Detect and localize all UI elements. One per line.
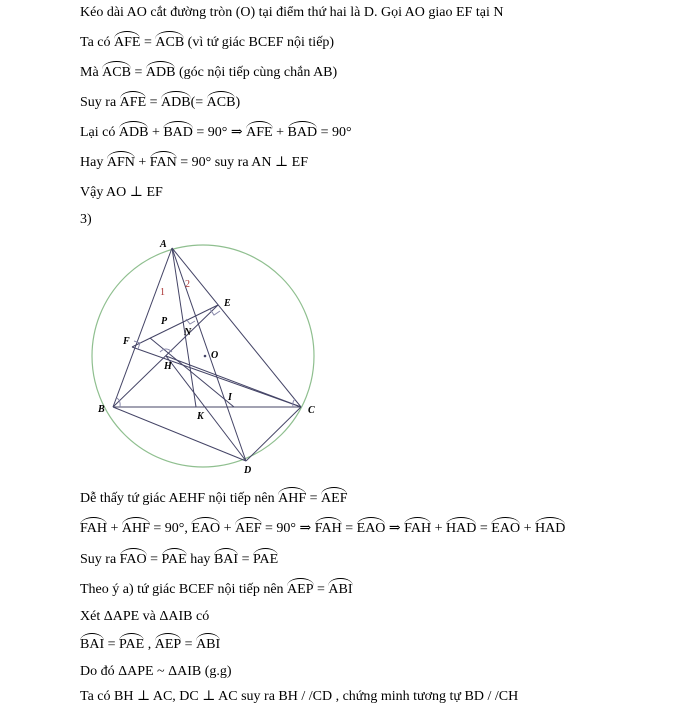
text-segment: Lại có — [80, 125, 119, 140]
text-segment: (= — [190, 95, 207, 110]
text-segment: , — [144, 637, 155, 652]
angle-notation: ACB — [102, 65, 131, 80]
line-12 — [80, 581, 353, 599]
angle-notation: ACB — [155, 35, 185, 50]
angle-notation: PAE — [119, 637, 145, 652]
text-segment: Vậy AO ⊥ EF — [80, 185, 163, 200]
text-segment: Ta có BH ⊥ AC, DC ⊥ AC suy ra BH / /CD , chứng minh tương tự BD / /CH — [80, 689, 519, 704]
angle-notation: AFE — [114, 35, 141, 50]
line-5 — [80, 124, 352, 142]
angle-notation: ADB — [118, 125, 149, 140]
text-segment: + — [272, 125, 288, 140]
label-H: H — [164, 361, 172, 372]
label-C: C — [308, 405, 315, 416]
angle-notation: AFE — [119, 95, 147, 110]
segment-EF — [132, 305, 218, 347]
text-segment: + — [431, 521, 447, 536]
text-segment: hay — [186, 552, 214, 567]
text-segment: = — [306, 491, 322, 506]
label-A: A — [160, 239, 167, 250]
angle-notation: AHF — [278, 491, 307, 506]
text-segment: = — [104, 637, 120, 652]
text-segment: (góc nội tiếp cùng chắn AB) — [175, 65, 338, 80]
angle-notation: AHF — [121, 521, 150, 536]
angle-notation: PAE — [161, 552, 187, 567]
text-segment: = — [146, 552, 162, 567]
angle-notation: PAE — [252, 552, 279, 567]
line-6 — [80, 154, 308, 172]
text-segment: Dễ thấy tứ giác AEHF nội tiếp nên — [80, 491, 279, 506]
angle-label-2: 2 — [185, 279, 190, 290]
text-segment: + — [148, 125, 164, 140]
label-N: N — [184, 327, 192, 338]
label-B: B — [98, 404, 105, 415]
text-segment: = — [313, 582, 329, 597]
line-10 — [80, 520, 565, 538]
point-O — [204, 355, 207, 358]
text-segment: + — [134, 155, 150, 170]
text-segment: + — [220, 521, 236, 536]
angle-notation: BAD — [163, 125, 193, 140]
line-7 — [80, 184, 163, 202]
segment-AB — [113, 248, 172, 407]
line-15 — [80, 663, 232, 681]
line-11 — [80, 551, 278, 569]
text-segment: = — [476, 521, 492, 536]
angle-notation: AEF — [235, 521, 262, 536]
circumcircle — [92, 245, 314, 467]
label-I: I — [228, 392, 232, 403]
line-8 — [80, 211, 92, 229]
label-O: O — [211, 350, 219, 361]
label-E: E — [224, 298, 231, 309]
angle-notation: FAN — [149, 155, 177, 170]
line-4 — [80, 94, 240, 112]
segment-AD — [172, 248, 246, 461]
text-segment: = 90° suy ra AN ⊥ EF — [176, 155, 308, 170]
line-2 — [80, 34, 334, 52]
angle-notation: BAI — [80, 637, 105, 652]
label-P: P — [161, 316, 168, 327]
geometry-figure — [90, 238, 340, 478]
angle-notation: BAI — [213, 552, 239, 567]
angle-notation: EAO — [491, 521, 521, 536]
text-segment: ⇒ — [385, 521, 405, 536]
angle-notation: EAO — [356, 521, 386, 536]
text-segment: = — [140, 35, 156, 50]
text-segment: + — [106, 521, 122, 536]
label-F: F — [123, 336, 130, 347]
line-9 — [80, 490, 347, 508]
angle-notation: EAO — [191, 521, 221, 536]
segment-CD — [246, 407, 301, 461]
angle-notation: ACB — [206, 95, 236, 110]
line-1 — [80, 4, 503, 22]
text-segment: Xét ΔAPE và ΔAIB có — [80, 609, 210, 624]
text-segment: = — [130, 65, 146, 80]
angle-notation: ADB — [161, 95, 191, 110]
text-segment: = — [341, 521, 357, 536]
angle-notation: ABI — [328, 582, 353, 597]
line-14 — [80, 636, 220, 654]
text-segment: 3) — [80, 212, 92, 227]
text-segment: Kéo dài AO cắt đường tròn (O) tại điểm thứ hai là D. Gọi AO giao EF tại N — [80, 5, 504, 20]
angle-label-1: 1 — [160, 287, 165, 298]
text-segment: (vì tứ giác BCEF nội tiếp) — [184, 35, 335, 50]
line-3 — [80, 64, 337, 82]
text-segment: = 90° — [317, 125, 352, 140]
text-segment: + — [520, 521, 535, 536]
angle-notation: AEP — [287, 582, 314, 597]
angle-notation: HAD — [446, 521, 477, 536]
angle-notation: ABI — [196, 637, 221, 652]
angle-notation: FAH — [314, 521, 342, 536]
line-16 — [80, 688, 518, 706]
angle-notation: AFE — [246, 125, 273, 140]
angle-notation: FAH — [404, 521, 432, 536]
text-segment: = 90° ⇒ — [192, 125, 247, 140]
angle-mark-C — [293, 399, 295, 407]
text-segment: Mà — [80, 65, 103, 80]
angle-notation: BAD — [287, 125, 318, 140]
angle-notation: AEF — [321, 491, 348, 506]
text-segment: Theo ý a) tứ giác BCEF nội tiếp nên — [80, 582, 288, 597]
text-segment: Ta có — [80, 35, 115, 50]
text-segment: Suy ra — [80, 95, 120, 110]
line-13 — [80, 608, 209, 626]
text-segment: Hay — [80, 155, 107, 170]
angle-notation: FAH — [80, 521, 107, 536]
text-segment: Suy ra — [80, 552, 120, 567]
angle-notation: HAD — [534, 521, 566, 536]
segment-PI — [150, 338, 234, 407]
text-segment: = — [181, 637, 197, 652]
angle-notation: AEP — [154, 637, 182, 652]
text-segment: = 90°, — [149, 521, 192, 536]
text-segment: Do đó ΔAPE ~ ΔAIB (g.g) — [80, 664, 232, 679]
text-segment: ) — [235, 95, 241, 110]
text-segment: = 90° ⇒ — [261, 521, 315, 536]
angle-notation: FAO — [119, 552, 147, 567]
label-D: D — [244, 465, 252, 476]
right-angle-mark-E — [210, 309, 220, 315]
angle-notation: AFN — [106, 155, 135, 170]
angle-notation: ADB — [145, 65, 176, 80]
label-K: K — [197, 411, 204, 422]
text-segment: = — [238, 552, 253, 567]
text-segment: = — [146, 95, 162, 110]
